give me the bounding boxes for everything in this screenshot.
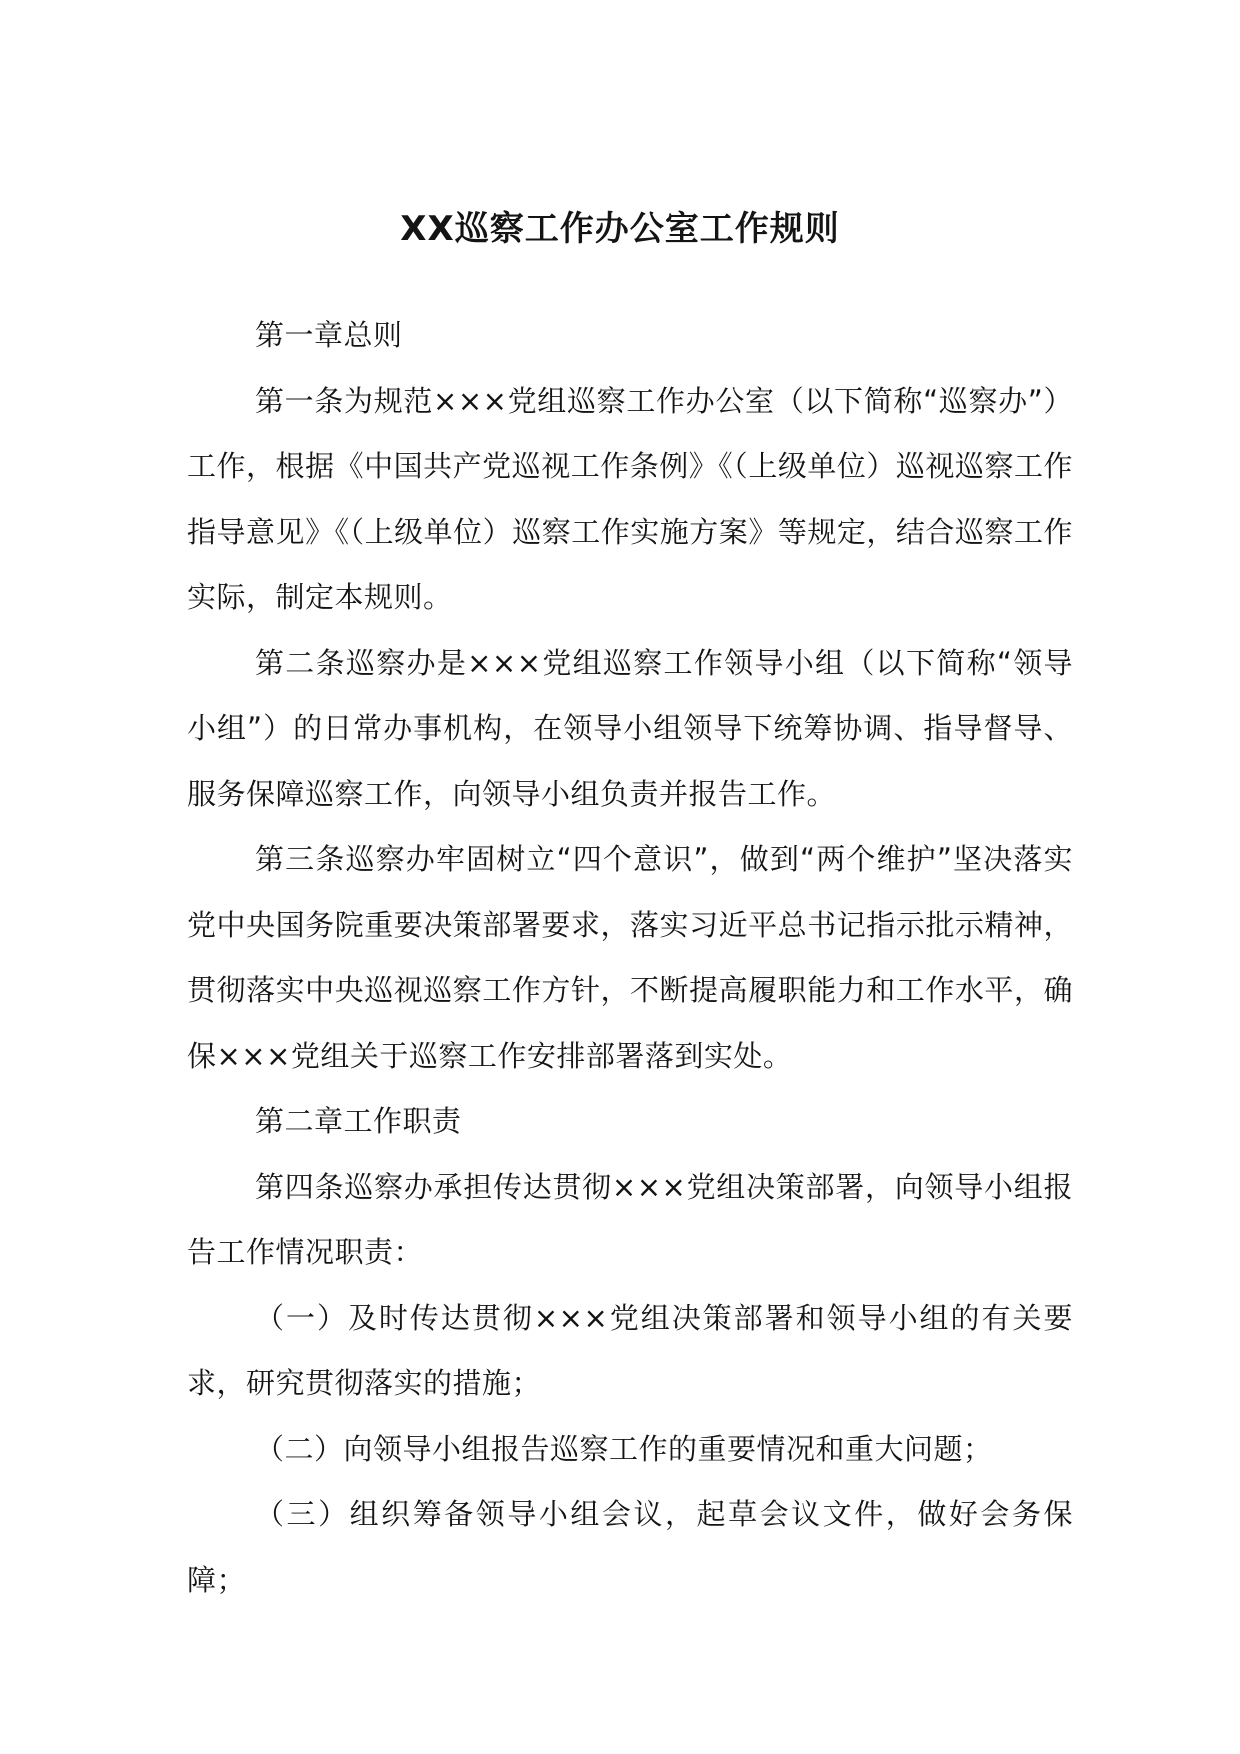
document-body bbox=[187, 303, 1073, 1613]
article-4: 第四条巡察办承担传达贯彻×××党组决策部署，向领导小组报告工作情况职责： bbox=[187, 1169, 1073, 1269]
article-4-item-3: （三）组织筹备领导小组会议，起草会议文件，做好会务保障； bbox=[187, 1497, 1073, 1597]
article-1: 第一条为规范×××党组巡察工作办公室（以下简称“巡察办”）工作，根据《中国共产党巡视工作条例》《（上级单位）巡视巡察工作指导意见》《（上级单位）巡察工作实施方案》等规定，结合巡察工作实际，制定本规则。 bbox=[187, 383, 1073, 614]
article-4-item-1: （一）及时传达贯彻×××党组决策部署和领导小组的有关要求，研究贯彻落实的措施； bbox=[187, 1300, 1073, 1400]
article-3: 第三条巡察办牢固树立“四个意识”，做到“两个维护”坚决落实党中央国务院重要决策部署要求，落实习近平总书记指示批示精神，贯彻落实中央巡视巡察工作方针，不断提高履职能力和工作水平，确保×××党组关于巡察工作安排部署落到实处。 bbox=[187, 842, 1073, 1073]
chapter-heading-duties: 第二章工作职责 bbox=[255, 1104, 462, 1138]
document-title: XX巡察工作办公室工作规则 bbox=[400, 209, 840, 249]
chapter-heading-general: 第一章总则 bbox=[255, 318, 403, 352]
article-2: 第二条巡察办是×××党组巡察工作领导小组（以下简称“领导小组”）的日常办事机构，在领导小组领导下统筹协调、指导督导、服务保障巡察工作，向领导小组负责并报告工作。 bbox=[187, 645, 1073, 811]
article-4-item-2: （二）向领导小组报告巡察工作的重要情况和重大问题； bbox=[255, 1431, 993, 1466]
